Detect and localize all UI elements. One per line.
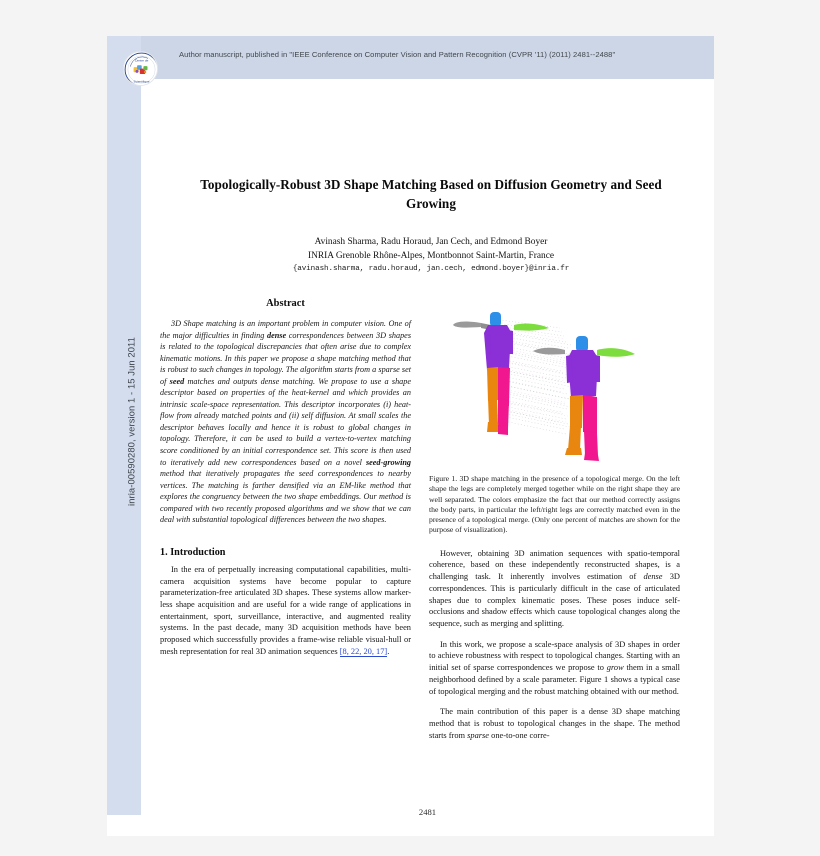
introduction-paragraph-3 <box>429 639 680 698</box>
intro-p3-emph: grow <box>606 663 624 673</box>
intro-p1-post: . <box>387 646 390 656</box>
intro-p3-pre: In this work, we propose a scale-space analysis of 3D shapes in order to achieve robustness with respect to topological changes. Starting with an initial set of sparse correspondences we propose to <box>429 639 680 673</box>
pdf-page <box>107 36 714 836</box>
citation-links[interactable]: [8, 22, 20, 17] <box>339 646 388 656</box>
introduction-heading: 1. Introduction <box>160 546 226 558</box>
figure-caption: Figure 1. 3D shape matching in the presence of a topological merge. On the left shape the legs are completely merged together while on the right shape they are well separated. The colors emphasize the fact that our method correctly assigns the body parts, in particular the left/right legs are correctly matched even in the presence of a topological merge. (Only one percent of matches are shown for the purpose of visualization). <box>429 474 680 535</box>
intro-p4-post: one-to-one corre- <box>489 730 550 740</box>
introduction-paragraph-2 <box>429 548 680 630</box>
intro-p4-emph: sparse <box>467 730 490 740</box>
author-affiliation: INRIA Grenoble Rhône-Alpes, Montbonnot Saint-Martin, France <box>307 250 555 261</box>
abstract-seg-4: method that iteratively propagates the seed correspondences to nearby vertices. The matching is farther densified via an EM-like method that explores the congruency between the two shape embeddings. Our method is compared with two recently proposed algorithms and we show that we can deal with substantial topological differences between the two shapes. <box>160 469 411 525</box>
author-names: Avinash Sharma, Radu Horaud, Jan Cech, and Edmond Boyer <box>314 237 548 247</box>
abstract-emph-dense: dense <box>266 330 287 340</box>
hal-version-identifier: inria-00590280, version 1 - 15 Jun 2011 <box>125 337 137 506</box>
abstract-heading: Abstract <box>266 298 305 309</box>
abstract-seg-3: matches and outputs dense matching. We propose to use a shape descriptor based on properties of the heat-kernel and which provides an intrinsic scale-space representation. This descriptor incorporates (i) heat-flow from already matched points and (ii) self diffusion. At small scales the descriptor behaves locally and hence it is robust to global changes in topology. Therefore, it can be used to build a vertex-to-vertex matching score conditioned by an initial correspondence set. This score is then used to iteratively add new correspondences based on a novel <box>160 376 411 467</box>
abstract-emph-seed: seed <box>169 376 185 386</box>
intro-p1-pre: In the era of perpetually increasing computational capabilities, multi-camera acquisition systems have become popular to capture parameterization-free articulated 3D shapes. These systems allow marker-less shape acquisition and are useful for a wide range of applications in entertainment, sport, surveillance, interactive, and augmented reality systems. In the past decade, many 3D acquisition methods have been proposed which successfully provides a frame-wise reliable visual-hull or mesh representation for real 3D animation sequences <box>160 564 411 656</box>
introduction-paragraph-4 <box>429 706 680 741</box>
introduction-paragraph-1 <box>160 564 411 658</box>
right-column <box>429 298 680 741</box>
hal-sidebar-strip <box>107 36 141 815</box>
intro-p3-post: them in a small neighborhood defined by a scale parameter. Figure 1 shows a typical case of topological merging and the robust matching obtained with our method. <box>429 663 680 696</box>
svg-text:Centre de: Centre de <box>134 58 149 63</box>
hal-banner <box>107 36 714 79</box>
3d-shape-matching-illustration <box>429 298 680 464</box>
abstract-text <box>160 318 411 526</box>
page-number: 2481 <box>418 807 437 817</box>
intro-p2-pre: However, obtaining 3D animation sequences with spatio-temporal coherence, based on these independently reconstructed shapes, is a challenging task. It inherently involves estimation of <box>429 548 680 582</box>
svg-text:Scientifique: Scientifique <box>133 79 150 84</box>
abstract-seg-2: correspondences between 3D shapes is related to the topological discrepancies that often arise due to complex kinematic motions. In this paper we propose a shape matching method that is robust to such changes in topology. The algorithm starts from a sparse set of <box>160 330 412 386</box>
abstract-seg-1: 3D Shape matching is an important problem in computer vision. One of the major difficulties in finding <box>160 319 411 340</box>
abstract-emph-seed-growing: seed-growing <box>365 457 411 467</box>
document-content <box>141 79 714 836</box>
intro-p2-post: 3D correspondences. This is particularly difficult in the case of articulated shapes due to complex kinematic poses. These poses induce self-occlusions and shadow effects which cause topological changes along the sequence, such as merging and splitting. <box>429 572 680 628</box>
intro-p4-pre: The main contribution of this paper is a dense 3D shape matching method that is robust to topological changes in the shape. The method starts from <box>429 707 680 740</box>
author-block <box>181 236 681 263</box>
author-emails: {avinash.sharma, radu.horaud, jan.cech, edmond.boyer}@inria.fr <box>292 265 570 273</box>
page-title: Topologically-Robust 3D Shape Matching Based on Diffusion Geometry and Seed Growing <box>200 177 662 211</box>
left-column <box>160 298 411 657</box>
intro-p2-emph: dense <box>643 572 663 582</box>
hal-banner-text: Author manuscript, published in "IEEE Conference on Computer Vision and Pattern Recognition (CVPR '11) (2011) 2481--2488" <box>179 50 616 59</box>
3d-shape-matching-figure <box>429 298 680 464</box>
